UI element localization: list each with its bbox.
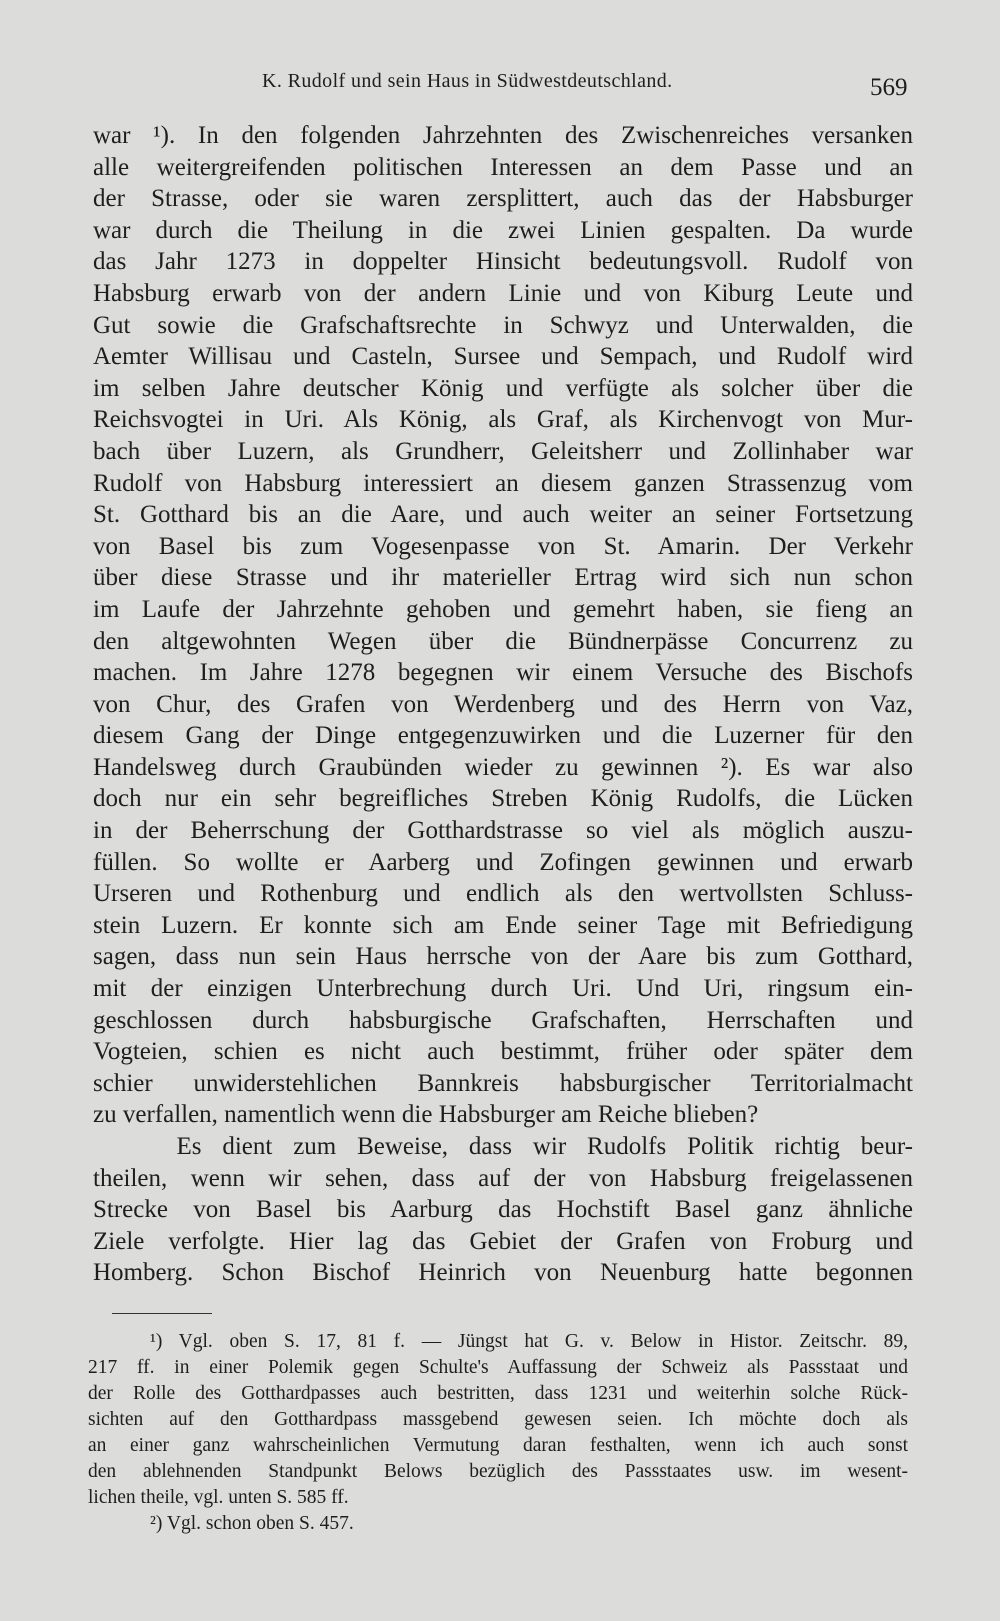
footnote-line: der Rolle des Gotthardpasses auch bestritten, dass 1231 und weiterhin solche Rück- (88, 1383, 908, 1404)
text-line: alle weitergreifenden politischen Interessen an dem Passe und an (93, 153, 913, 181)
footnote-line: lichen theile, vgl. unten S. 585 ff. (88, 1487, 349, 1508)
text-line: theilen, wenn wir sehen, dass auf der von Habsburg freigelassenen (93, 1164, 913, 1192)
text-line: im selben Jahre deutscher König und verfügte als solcher über die (93, 374, 913, 402)
footnote-divider (112, 1313, 212, 1314)
text-line: Gut sowie die Grafschaftsrechte in Schwyz und Unterwalden, die (93, 311, 913, 339)
page-number: 569 (870, 74, 908, 101)
text-line: Reichsvogtei in Uri. Als König, als Graf, als Kirchenvogt von Mur- (93, 406, 913, 434)
text-line: das Jahr 1273 in doppelter Hinsicht bedeutungsvoll. Rudolf von (93, 248, 913, 276)
text-line: diesem Gang der Dinge entgegenzuwirken und die Luzerner für den (93, 722, 913, 750)
text-line: Habsburg erwarb von der andern Linie und von Kiburg Leute und (93, 279, 913, 307)
text-line: Ziele verfolgte. Hier lag das Gebiet der Grafen von Froburg und (93, 1227, 913, 1255)
text-line: St. Gotthard bis an die Aare, und auch weiter an seiner Fortsetzung (93, 501, 913, 529)
text-line: schier unwiderstehlichen Bannkreis habsburgischer Territorialmacht (93, 1069, 913, 1097)
text-line: stein Luzern. Er konnte sich am Ende seiner Tage mit Befriedigung (93, 911, 913, 939)
text-line: über diese Strasse und ihr materieller Ertrag wird sich nun schon (93, 564, 913, 592)
text-line: im Laufe der Jahrzehnte gehoben und gemehrt haben, sie fieng an (93, 595, 913, 623)
footnote-line: ²) Vgl. schon oben S. 457. (150, 1513, 354, 1534)
text-line: in der Beherrschung der Gotthardstrasse so viel als möglich auszu- (93, 817, 913, 845)
text-line: Es dient zum Beweise, dass wir Rudolfs Politik richtig beur- (93, 1133, 913, 1160)
text-line: sagen, dass nun sein Haus herrsche von der Aare bis zum Gotthard, (93, 943, 913, 971)
footnote-line: sichten auf den Gotthardpass massgebend gewesen seien. Ich möchte doch als (88, 1409, 908, 1430)
footnote-line: 217 ff. in einer Polemik gegen Schulte's Auffassung der Schweiz als Passstaat und (88, 1357, 908, 1378)
text-line: war ¹). In den folgenden Jahrzehnten des Zwischenreiches versanken (93, 122, 913, 149)
text-line: zu verfallen, namentlich wenn die Habsburger am Reiche blieben? (93, 1101, 759, 1129)
footnote-line: an einer ganz wahrscheinlichen Vermutung daran festhalten, wenn ich auch sonst (88, 1435, 908, 1456)
text-line: Rudolf von Habsburg interessiert an diesem ganzen Strassenzug vom (93, 469, 913, 497)
text-line: machen. Im Jahre 1278 begegnen wir einem Versuche des Bischofs (93, 659, 913, 687)
body-text (93, 120, 913, 1289)
footnote-line: ¹) Vgl. oben S. 17, 81 f. — Jüngst hat G. v. Below in Histor. Zeitschr. 89, (150, 1331, 908, 1352)
text-line: Handelsweg durch Graubünden wieder zu gewinnen ²). Es war also (93, 753, 913, 781)
footnotes (88, 1329, 908, 1537)
text-line: füllen. So wollte er Aarberg und Zofingen gewinnen und erwarb (93, 848, 913, 876)
text-line: von Basel bis zum Vogesenpasse von St. Amarin. Der Verkehr (93, 532, 913, 560)
text-line: Aemter Willisau und Casteln, Sursee und Sempach, und Rudolf wird (93, 343, 913, 371)
text-line: von Chur, des Grafen von Werdenberg und des Herrn von Vaz, (93, 690, 913, 718)
text-line: geschlossen durch habsburgische Grafschaften, Herrschaften und (93, 1006, 913, 1034)
running-head: K. Rudolf und sein Haus in Südwestdeutschland. (262, 70, 673, 92)
text-line: doch nur ein sehr begreifliches Streben König Rudolfs, die Lücken (93, 785, 913, 813)
text-line: Urseren und Rothenburg und endlich als den wertvollsten Schluss- (93, 880, 913, 908)
text-line: Vogteien, schien es nicht auch bestimmt, früher oder später dem (93, 1038, 913, 1066)
text-line: bach über Luzern, als Grundherr, Geleitsherr und Zollinhaber war (93, 437, 913, 465)
text-line: der Strasse, oder sie waren zersplittert, auch das der Habsburger (93, 185, 913, 213)
text-line: mit der einzigen Unterbrechung durch Uri. Und Uri, ringsum ein- (93, 975, 913, 1003)
text-line: den altgewohnten Wegen über die Bündnerpässe Concurrenz zu (93, 627, 913, 655)
text-line: Strecke von Basel bis Aarburg das Hochstift Basel ganz ähnliche (93, 1196, 913, 1224)
footnote-line: den ablehnenden Standpunkt Belows bezüglich des Passstaates usw. im wesent- (88, 1461, 908, 1482)
text-line: war durch die Theilung in die zwei Linien gespalten. Da wurde (93, 216, 913, 244)
text-line: Homberg. Schon Bischof Heinrich von Neuenburg hatte begonnen (93, 1259, 913, 1287)
